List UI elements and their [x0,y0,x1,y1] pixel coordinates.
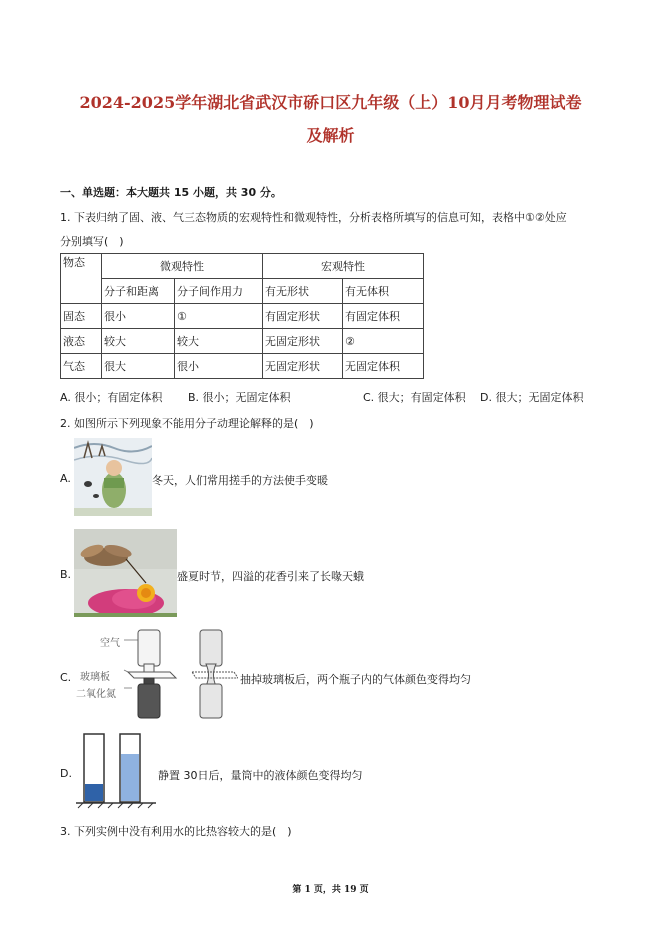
glass-plate-label: 玻璃板 [80,672,110,683]
q1-option-b: B. 很小；无固定体积 [188,391,291,404]
q2-option-c-letter: C. [60,671,72,684]
q2-option-b-letter: B. [60,568,72,581]
table-cell: 很大 [102,354,175,379]
properties-table [60,253,424,379]
header-state: 物态 [61,254,102,304]
table-cell: ① [175,304,263,329]
hawk-moth-flower-photo [74,529,177,617]
table-cell: 较大 [102,329,175,354]
subheader-distance: 分子和距离 [102,279,175,304]
table-row [61,354,424,379]
q2-option-c-text: 抽掉玻璃板后，两个瓶子内的气体颜色变得均匀 [240,673,471,686]
table-row [61,329,424,354]
q1-option-c: C. 很大；有固定体积 [363,391,466,404]
page-footer: 第 1 页，共 19 页 [292,885,369,895]
question-1-stem-line2: 分别填写( ) [60,235,124,248]
subheader-volume: 有无体积 [343,279,424,304]
q2-option-a-text: 冬天，人们常用搓手的方法使手变暖 [152,474,328,487]
q1-option-d: D. 很大；无固定体积 [480,391,584,404]
nitrogen-dioxide-label: 二氧化氮 [76,689,116,700]
table-cell: 有固定形状 [263,304,343,329]
table-cell: ② [343,329,424,354]
table-cell: 气态 [61,354,102,379]
subheader-force: 分子间作用力 [175,279,263,304]
question-3-stem: 3. 下列实例中没有利用水的比热容较大的是( ) [60,825,292,838]
hand-rubbing-illustration [74,438,152,516]
gas-diffusion-diagram [118,626,238,722]
question-2-stem: 2. 如图所示下列现象不能用分子动理论解释的是( ) [60,417,314,430]
table-cell: 很小 [175,354,263,379]
table-row [61,304,424,329]
table-cell: 固态 [61,304,102,329]
table-cell: 无固定形状 [263,329,343,354]
air-label: 空气 [100,638,120,649]
section-heading: 一、单选题：本大题共 15 小题，共 30 分。 [60,186,282,199]
header-macro: 宏观特性 [263,254,424,279]
q2-option-b-text: 盛夏时节，四溢的花香引来了长喙天蛾 [177,570,364,583]
table-cell: 很小 [102,304,175,329]
table-cell: 无固定形状 [263,354,343,379]
table-cell: 无固定体积 [343,354,424,379]
q2-option-a-letter: A. [60,472,71,485]
q2-option-d-text: 静置 30日后，量筒中的液体颜色变得均匀 [158,769,363,782]
subheader-shape: 有无形状 [263,279,343,304]
question-1-stem: 1. 下表归纳了固、液、气三态物质的宏观特性和微观特性，分析表格所填写的信息可知，表格中①②处应 [60,211,567,224]
table-cell: 较大 [175,329,263,354]
graduated-cylinders-diagram [74,730,158,810]
q2-option-d-letter: D. [60,767,72,780]
document-title: 2024-2025学年湖北省武汉市硚口区九年级（上）10月月考物理试卷 [79,93,582,112]
table-cell: 液态 [61,329,102,354]
document-title-line2: 及解析 [306,126,355,145]
table-cell: 有固定体积 [343,304,424,329]
header-micro: 微观特性 [102,254,263,279]
q1-option-a: A. 很小；有固定体积 [60,391,163,404]
